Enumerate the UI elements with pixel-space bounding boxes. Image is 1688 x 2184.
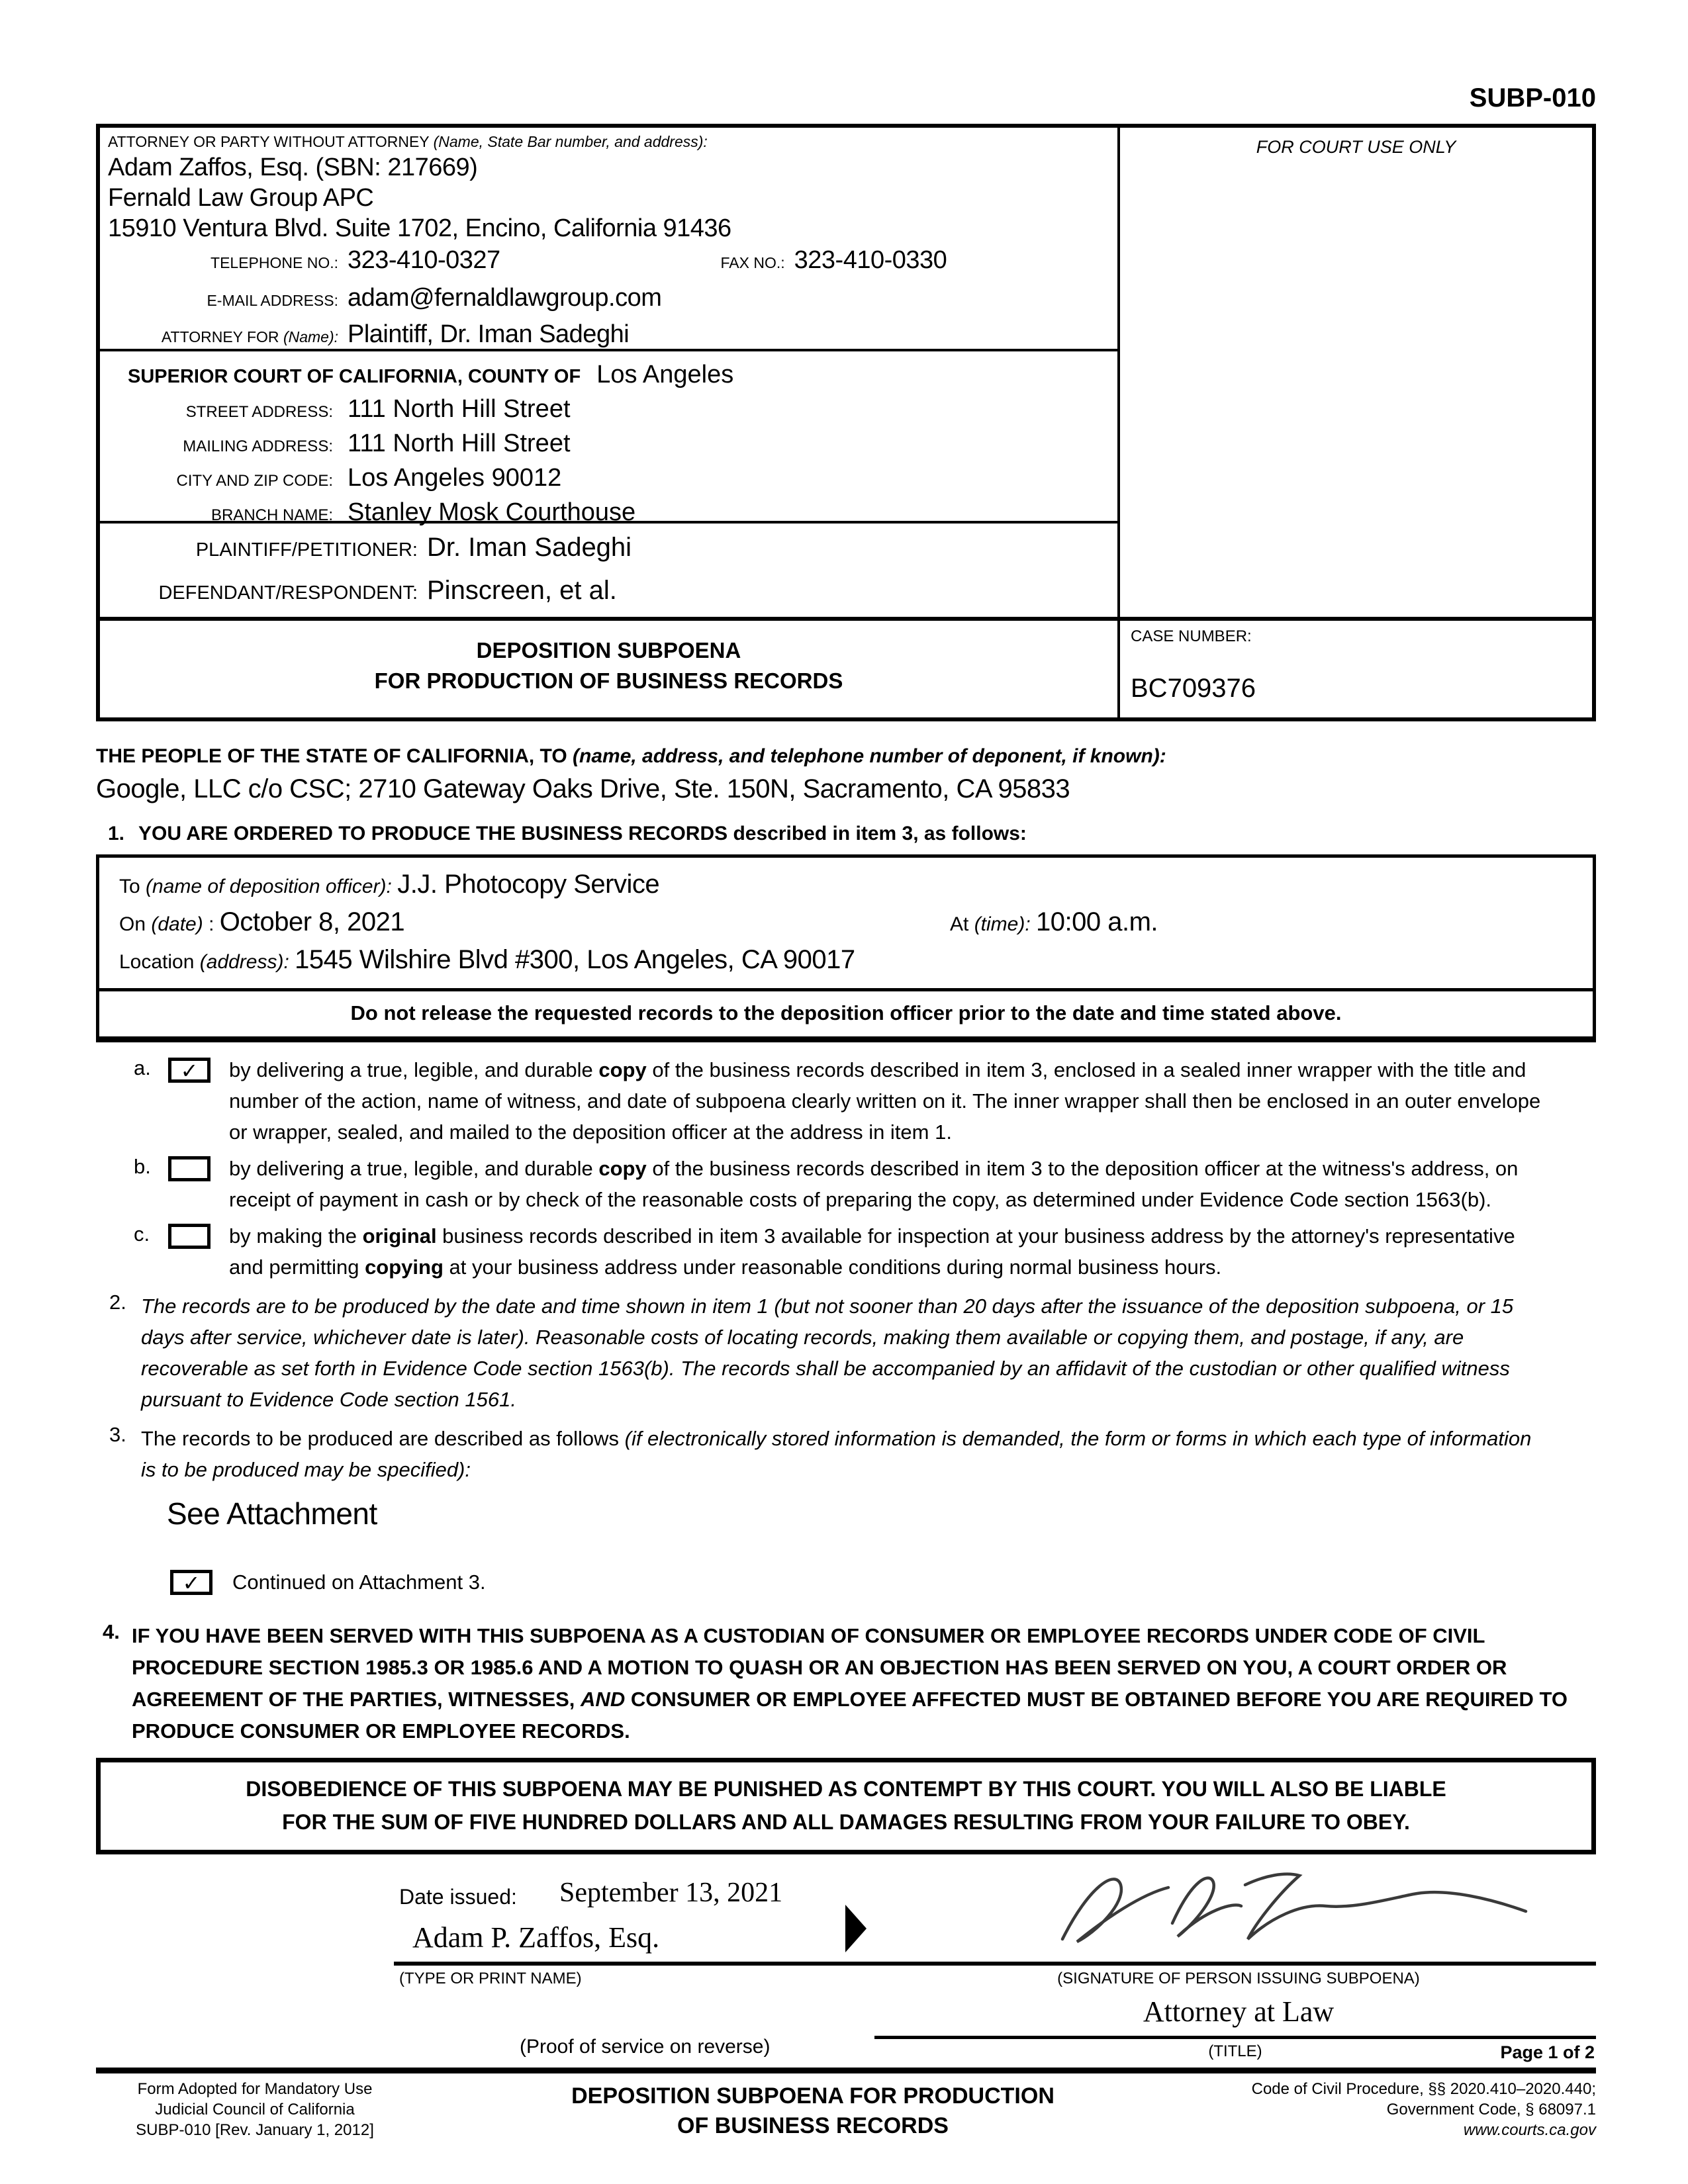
item-2-text: The records are to be produced by the date and time shown in item 1 (but not sooner than 20 days after the issuance of the deposition subpoena, or 15 days after service, whichever date is later). Reasonable costs of locating records, making them available or copying them, and postage, if any, are recoverable as set forth in Evidence Code section 1563(b). The records shall be accompanied by an affidavit of the custodian or other qualified witness pursuant to Evidence Code section 1561. — [141, 1295, 1514, 1411]
item-4-text: IF YOU HAVE BEEN SERVED WITH THIS SUBPOENA AS A CUSTODIAN OF CONSUMER OR EMPLOYEE RECORDS UNDER CODE OF CIVIL PROCEDURE SECTION 1985.3 OR 1985.6 AND A MOTION TO QUASH OR AN OBJECTION HAS BEEN SERVED ON YOU, A COURT ORDER OR AGREEMENT OF THE PARTIES, WITNESSES, AND CONSUMER OR EMPLOYEE AFFECTED MUST BE OBTAINED BEFORE YOU ARE REQUIRED TO PRODUCE CONSUMER OR EMPLOYEE RECORDS. — [132, 1624, 1568, 1743]
option-b-text: by delivering a true, legible, and durable copy of the business records described in item 3 to the deposition officer at the witness's address, on receipt of payment in cash or by check of the reasonable costs of preparing the copy, as determined under Evidence Code section 1563(b). — [229, 1157, 1519, 1211]
attorney-block — [100, 128, 1117, 351]
footer-form-title: DEPOSITION SUBPOENA FOR PRODUCTION OF BUSINESS RECORDS — [571, 2083, 1055, 2138]
option-a-row — [96, 1054, 1596, 1148]
do-not-release-notice: Do not release the requested records to the deposition officer prior to the date and time stated above. — [96, 991, 1596, 1042]
mailing-address-value: 111 North Hill Street — [348, 430, 571, 457]
defendant-label: DEFENDANT/RESPONDENT: — [158, 582, 418, 604]
option-a-letter: a. — [134, 1056, 151, 1079]
document-title-block — [100, 617, 1117, 717]
fax-value: 323-410-0330 — [794, 246, 947, 274]
for-court-use-label: FOR COURT USE ONLY — [1256, 137, 1456, 157]
signature-block — [96, 1869, 1596, 2062]
telephone-label: TELEPHONE NO.: — [211, 254, 338, 271]
street-address-label: STREET ADDRESS: — [185, 403, 333, 421]
case-number-value: BC709376 — [1131, 674, 1256, 703]
item-4-number: 4. — [103, 1620, 120, 1643]
firm-name: Fernald Law Group APC — [108, 184, 374, 212]
case-number-label: CASE NUMBER: — [1131, 627, 1252, 645]
item-2-row — [96, 1291, 1596, 1415]
disobedience-warning-box — [96, 1758, 1596, 1854]
item-3-row — [96, 1423, 1596, 1485]
street-address-value: 111 North Hill Street — [348, 395, 571, 423]
page-number: Page 1 of 2 — [1500, 2042, 1595, 2062]
plaintiff-value: Dr. Iman Sadeghi — [427, 533, 632, 562]
attorney-block-label: ATTORNEY OR PARTY WITHOUT ATTORNEY (Name, State Bar number, and address): — [108, 133, 708, 150]
continued-attachment-checkbox[interactable]: ✓ — [170, 1570, 212, 1595]
proof-of-service-note: (Proof of service on reverse) — [520, 2036, 771, 2058]
deposition-officer-value: J.J. Photocopy Service — [397, 870, 660, 899]
branch-name-label: BRANCH NAME: — [211, 506, 333, 524]
mailing-address-label: MAILING ADDRESS: — [183, 437, 333, 455]
option-a-text: by delivering a true, legible, and durable copy of the business records described in item 3, enclosed in a sealed inner wrapper with the title and number of the action, name of witness, and date of subpoena clearly written on it. The inner wrapper shall then be enclosed in an outer envelope or wrapper, sealed, and mailed to the deposition officer at the address in item 1. — [229, 1058, 1541, 1144]
footer-divider — [96, 2068, 1596, 2073]
item-4-row — [96, 1620, 1596, 1747]
branch-name-value: Stanley Mosk Courthouse — [348, 498, 636, 526]
court-heading: SUPERIOR COURT OF CALIFORNIA, COUNTY OF — [128, 366, 581, 387]
city-zip-label: CITY AND ZIP CODE: — [176, 472, 333, 490]
case-number-block — [1117, 617, 1592, 717]
court-block — [100, 351, 1117, 526]
production-location-value: 1545 Wilshire Blvd #300, Los Angeles, CA 90017 — [295, 945, 855, 974]
form-code: SUBP-010 — [1469, 83, 1596, 113]
date-issued-value: September 13, 2021 — [559, 1878, 783, 1908]
fax-label: FAX NO.: — [720, 254, 785, 271]
people-of-california-line: THE PEOPLE OF THE STATE OF CALIFORNIA, TO (name, address, and telephone number of deponent, if known): — [96, 745, 1166, 767]
option-b-checkbox[interactable] — [168, 1156, 211, 1181]
document-title-line1: DEPOSITION SUBPOENA — [476, 638, 741, 662]
option-c-row — [96, 1220, 1596, 1283]
production-date-value: October 8, 2021 — [219, 907, 405, 936]
option-a-checkbox[interactable]: ✓ — [168, 1058, 211, 1083]
warning-line-1: DISOBEDIENCE OF THIS SUBPOENA MAY BE PUNISHED AS CONTEMPT BY THIS COURT. YOU WILL ALSO BE LIABLE — [246, 1777, 1446, 1801]
item-2-number: 2. — [109, 1291, 126, 1314]
option-c-checkbox[interactable] — [168, 1224, 211, 1249]
city-zip-value: Los Angeles 90012 — [348, 464, 562, 492]
parties-block — [100, 523, 1117, 617]
signature-image — [1043, 1860, 1546, 1962]
deponent-name-address: Google, LLC c/o CSC; 2710 Gateway Oaks Drive, Ste. 150N, Sacramento, CA 95833 — [96, 774, 1070, 803]
continued-attachment-label: Continued on Attachment 3. — [232, 1570, 486, 1594]
signature-caption: (SIGNATURE OF PERSON ISSUING SUBPOENA) — [1057, 1970, 1420, 1987]
option-b-letter: b. — [134, 1155, 151, 1178]
signature-line — [881, 1962, 1596, 1966]
option-c-text: by making the original business records described in item 3 available for inspection at your business address by the attorney's representative and permitting copying at your business address under reasonable conditions during normal business hours. — [229, 1224, 1515, 1279]
printed-name-line — [394, 1962, 921, 1966]
email-label: E-MAIL ADDRESS: — [207, 292, 338, 309]
continued-attachment-row — [170, 1570, 1596, 1595]
date-issued-label: Date issued: — [399, 1885, 517, 1909]
defendant-value: Pinscreen, et al. — [427, 576, 617, 605]
footer-form-adoption: Form Adopted for Mandatory Use Judicial Council of California SUBP-010 [Rev. January 1, 2012] — [136, 2080, 374, 2139]
option-c-letter: c. — [134, 1222, 150, 1246]
issuer-title-value: Attorney at Law — [1143, 1995, 1335, 2028]
telephone-value: 323-410-0327 — [348, 246, 500, 274]
document-title-line2: FOR PRODUCTION OF BUSINESS RECORDS — [374, 668, 843, 693]
plaintiff-label: PLAINTIFF/PETITIONER: — [195, 539, 418, 561]
footer — [96, 2079, 1596, 2141]
see-attachment-value: See Attachment — [167, 1496, 377, 1531]
item-1-heading: 1. YOU ARE ORDERED TO PRODUCE THE BUSINESS RECORDS described in item 3, as follows: — [108, 823, 1027, 844]
attorney-for-label: ATTORNEY FOR (Name): — [161, 328, 338, 345]
firm-address: 15910 Ventura Blvd. Suite 1702, Encino, California 91436 — [108, 214, 731, 242]
footer-code-references: Code of Civil Procedure, §§ 2020.410–2020.440; Government Code, § 68097.1 www.courts.ca.gov — [1251, 2080, 1596, 2139]
court-county: Los Angeles — [596, 361, 734, 388]
issuer-printed-name: Adam P. Zaffos, Esq. — [412, 1921, 660, 1954]
title-caption: (TITLE) — [1208, 2042, 1262, 2060]
for-court-use-box — [1117, 128, 1592, 617]
email-value: adam@fernaldlawgroup.com — [348, 284, 662, 312]
signature-pointer-icon — [845, 1905, 867, 1952]
production-time-value: 10:00 a.m. — [1036, 907, 1158, 936]
option-b-row — [96, 1153, 1596, 1215]
type-or-print-name-label: (TYPE OR PRINT NAME) — [399, 1970, 582, 1987]
item-3-text: The records to be produced are described as follows (if electronically stored information is demanded, the form or forms in which each type of information is to be produced may be specified): — [141, 1427, 1532, 1481]
title-line — [874, 2036, 1596, 2039]
item-3-number: 3. — [109, 1423, 126, 1446]
deposition-officer-box: To (name of deposition officer): J.J. Photocopy Service On (date) : October 8, 2021 At (time): 10:00 a.m. Location (address): 1545 Wilshire Blvd #300, Los Angeles, CA 90017 — [96, 854, 1596, 991]
caption-table — [96, 124, 1596, 721]
attorney-name: Adam Zaffos, Esq. (SBN: 217669) — [108, 154, 478, 181]
warning-line-2: FOR THE SUM OF FIVE HUNDRED DOLLARS AND ALL DAMAGES RESULTING FROM YOUR FAILURE TO OBEY. — [282, 1810, 1410, 1834]
attorney-for-value: Plaintiff, Dr. Iman Sadeghi — [348, 320, 630, 348]
